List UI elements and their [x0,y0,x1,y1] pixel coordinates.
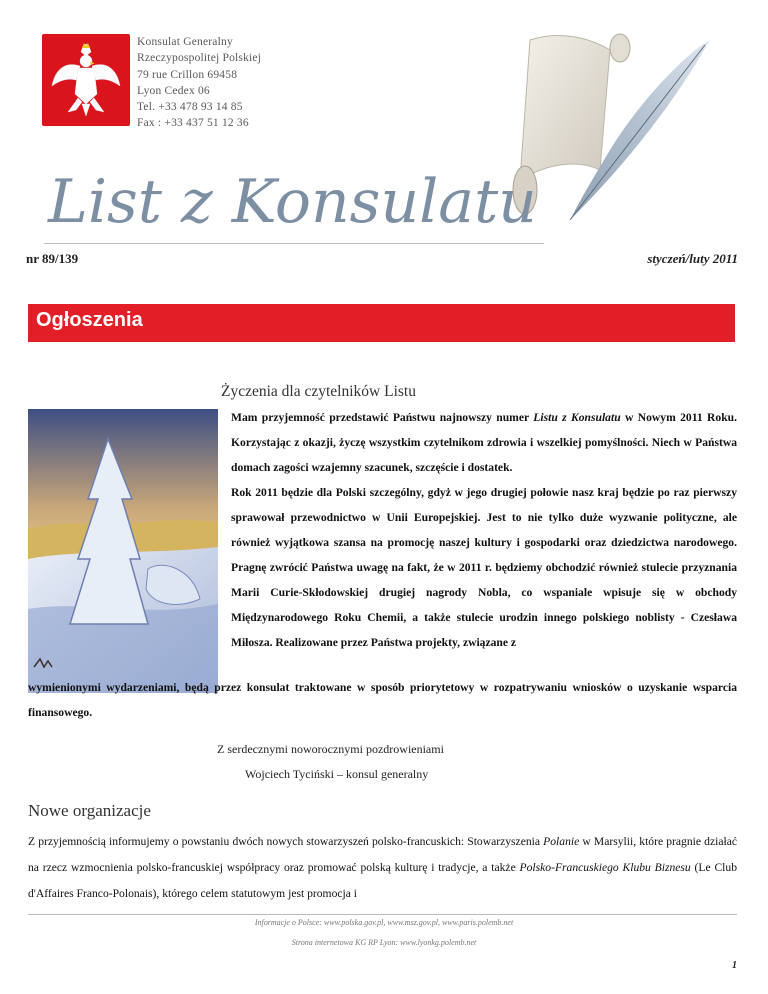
footer-website: Strona internetowa KG RP Lyon: www.lyonkg.polemb.net [291,938,477,947]
association-name: Polanie [543,835,580,848]
address-line: Rzeczypospolitej Polskiej [137,52,262,65]
address-line: Fax : +33 437 51 12 36 [137,117,249,130]
issue-date: styczeń/luty 2011 [647,251,738,266]
paragraph-text: Z przyjemnością informujemy o powstaniu dwóch nowych stowarzyszeń polsko-francuskich: Stowarzyszenia [28,835,544,848]
article-paragraph: Rok 2011 będzie dla Polski szczególny, gdyż w jego drugiej połowie nasz kraj będzie po raz pierwszy sprawował przewodnictwo w Unii Europejskiej. Jest to nie tylko duże wyzwanie polityczne, ale również wyjątkowa szansa na promocję naszej kultury i gospodarki oraz dziedzictwa narodowego. Pragnę zwrócić Państwa uwagę na fakt, że w 2011 r. będziemy obchodzić również stulecie przyznania Marii Curie-Skłodowskiej drugiej nagrody Nobla, co wspaniale wpisuje się w obchody Międzynarodowego Roku Chemii, a także stulecie urodzin innego polskiego noblisty - Czesława Miłosza. Realizowane przez Państwa projekty, związane z [231,486,737,649]
article-paragraph [231,405,737,480]
paragraph-text: (Le Club d'Affaires Franco-Polonais), którego celem statutowym jest promocja i [28,861,737,900]
footer-links: Informacje o Polsce: www.polska.gov.pl, www.msz.gov.pl, www.paris.polemb.net [254,918,514,927]
masthead-rule [44,243,544,244]
page-number: 1 [732,960,737,971]
article-text: Mam przyjemność przedstawić Państwu najnowszy numer [231,411,534,424]
article-title: Życzenia dla czytelników Listu [221,383,416,400]
section-paragraph [28,829,737,907]
address-line: Konsulat Generalny [137,36,233,48]
address-line: Tel. +33 478 93 14 85 [137,101,243,114]
eagle-icon [42,34,130,126]
section-heading: Nowe organizacje [28,801,151,820]
masthead-text: List z Konsulatu [48,167,537,237]
signature: Wojciech Tyciński – konsul generalny [245,767,429,781]
winter-landscape-painting [28,409,218,693]
address-line: 79 rue Crillon 69458 [137,68,238,81]
section-banner [28,304,735,342]
article-text: w Nowym 2011 Roku. Korzystając z okazji, życzę wszystkim czytelnikom zdrowia i wszelkiej pomyślności. Niech w Państwa domach zagości wzajemny szacunek, szczęście i dostatek. [231,411,737,474]
issue-number: nr 89/139 [26,251,79,266]
association-name: Polsko-Francuskiego Klubu Biznesu [519,861,691,874]
paragraph-text: w Marsylii, które pragnie działać na rzecz wzmocnienia polsko-francuskiej współpracy oraz promować polską kulturę i tradycje, a także [28,835,737,874]
article-paragraph-tail: wymienionymi wydarzeniami, będą przez konsulat traktowane w sposób priorytetowy w rozpatrywaniu wniosków o uzyskanie wsparcia finansowego. [28,681,737,719]
article-body [231,405,737,655]
greeting: Z serdecznymi noworocznymi pozdrowieniami [217,742,444,756]
section-title: Ogłoszenia [36,309,143,331]
newsletter-masthead [44,162,544,242]
footer-rule [28,914,737,915]
consulate-address [137,34,261,132]
polish-eagle-emblem [42,34,130,126]
address-line: Lyon Cedex 06 [137,84,210,97]
newsletter-name: Listu z Konsulatu [533,411,621,424]
